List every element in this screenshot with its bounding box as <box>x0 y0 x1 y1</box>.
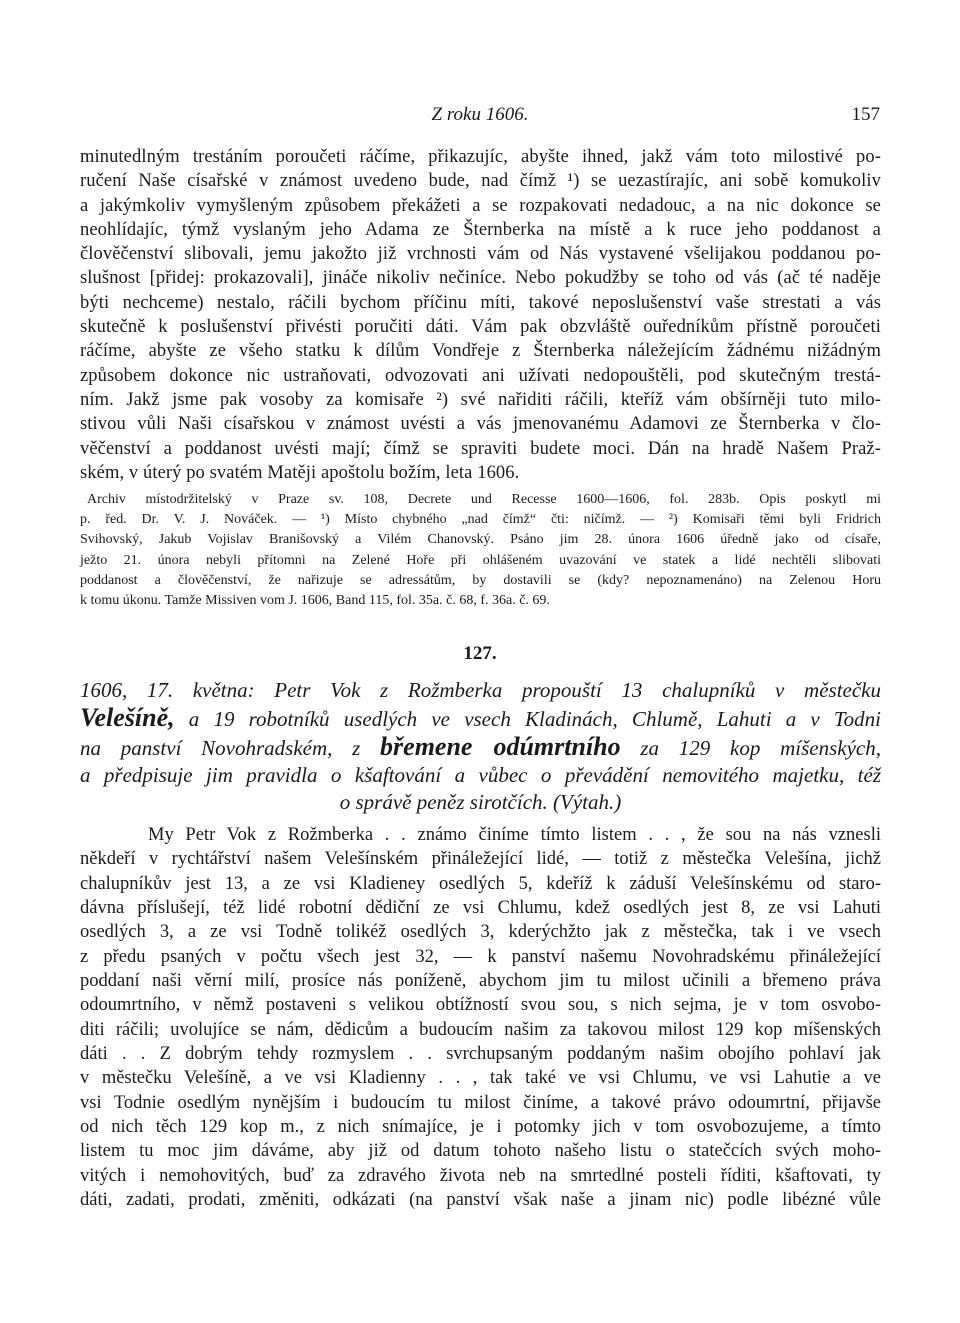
heading-line <box>80 704 881 733</box>
text-line: ručení Naše císařské v známost uvedeno bude, nad čímž ¹) se uezastírajíc, ani sobě komukoliv <box>80 171 881 192</box>
running-header <box>80 104 880 130</box>
running-title: Z roku 1606. <box>431 104 529 125</box>
text-line: diti ráčili; uvolujíce se nám, dědicům a budoucím našim za takovou milost 129 kop míšenských <box>80 1019 881 1040</box>
text-line: býti nechceme) nestalo, ráčili bychom příčinu míti, takové neposlušenství vaše strestati a vás <box>80 292 881 313</box>
footnote-line: Svihovský, Jakub Vojislav Branišovský a Vilém Chanovský. Psáno jim 28. února 1606 úředně jako od císaře, <box>80 532 881 548</box>
text-line: slušnost [přidej: prokazovali], jináče nikoliv nečiníce. Nebo pokudžby se toho od vás (ač té naděje <box>80 268 881 289</box>
heading-text: za 129 kop míšenských, <box>620 736 881 760</box>
text-line: od nich těch 129 kop m., z nich snímajíce, je i potomky jich v tom osvobozujeme, a tímto <box>80 1117 881 1138</box>
text-line: v městečku Velešíně, a ve vsi Kladienny . . , tak také ve vsi Chlumu, ve vsi Lahutie a ve <box>80 1068 881 1089</box>
text-line: dáti . . Z dobrým tehdy rozmyslem . . svrchupsaným poddaným našim obojího pohlaví jak <box>80 1044 881 1065</box>
text-line: minutedlným trestáním poroučeti ráčíme, přikazujíc, abyšte ihned, jakž vám toto milostivé po- <box>80 147 881 167</box>
text-line: ním. Jakž jsme pak vosoby za komisaře ²) své nařiditi ráčili, kteříž vám obšírněji tuto milo- <box>80 389 881 410</box>
footnote-line: k tomu úkonu. Tamže Missiven vom J. 1606, Band 115, fol. 35a. č. 68, f. 36a. č. 69. <box>80 593 550 609</box>
text-line: člověčenství slibovali, jemu jakožto již vrchnosti vám od Nás vystavené všelijakou poddanou po- <box>80 244 881 265</box>
text-line: vsi Todnie osedlým nynějším i budoucím tu milost činíme, a takové právo odoumrtní, přijavše <box>80 1092 881 1113</box>
text-line: stivou vůli Naši císařskou v známost uvésti a vás jmenovanému Adamovi ze Šternberka v člo- <box>80 414 881 435</box>
document-body <box>80 823 881 1213</box>
footnote-line: p. řed. Dr. V. J. Nováček. — ¹) Místo chybného „nad čímž“ čti: ničímž. — ²) Komisaři těmi byli Fridrich <box>80 512 881 528</box>
heading-line: a předpisuje jim pravidla o kšaftování a vůbec o převádění nemovitého majetku, též <box>80 763 881 787</box>
text-line: někdeří v rychtářství našem Velešínském přináležející lidé, — totiž z městečka Velešína, jichž <box>80 849 881 870</box>
text-line: dávna příslušejí, též lidé robotní dědiční ze vsi Chlumu, kdež osedlých jest 8, ze vsi Lahuti <box>80 898 881 919</box>
text-line: ráčíme, abyšte ze všeho statku k dílům Vondřeje z Šternberka náležejícím žádnému nižádným <box>80 341 881 362</box>
text-line: osedlých 3, a ze vsi Todně tolikéž osedlých 3, kderýchžto jak z městečka, tak i ve vsech <box>80 922 881 943</box>
page-number: 157 <box>851 104 880 125</box>
text-line: dáti, zadati, prodati, změniti, odkázati (na panství však naše a jinam nic) podle libézné vůle <box>80 1190 881 1211</box>
footnote-line: ježto 21. února nebyli přítomni na Zelené Hoře při ohlášeném uvazování ve statek a lidé nechtěli slibovati <box>80 552 881 568</box>
text-line: vitých i nemohovitých, buď za zdravého života neb na smrtedlné posteli říditi, kšaftovati, ty <box>80 1165 881 1186</box>
text-line: způsobem dokonce nic ustraňovati, odvozovati ani užívati nedopouštěli, pod skutečným trestá- <box>80 365 881 386</box>
heading-text: a 19 robotníků usedlých ve vsech Kladinách, Chlumě, Lahuti a v Todni <box>174 707 881 731</box>
text-line: My Petr Vok z Rožmberka . . známo činíme tímto listem . . , že sou na nás vznesli <box>148 825 881 845</box>
text-line: z předu psaných v počtu všech jest 32, — k panství našemu Novohradskému přináležející <box>80 946 881 967</box>
heading-text: na panství Novohradském, z <box>80 736 381 760</box>
text-line: chalupníkův jest 13, a ze vsi Kladieney osedlých 5, kdeříž k záduší Velešínskému od staro- <box>80 873 881 894</box>
heading-emphasis: břemene odúmrtního <box>380 732 621 761</box>
text-line: skutečně k poslušenství přivésti poručiti dáti. Vám pak obzvláště ouředníkům přístně poroučeti <box>80 317 881 338</box>
heading-line: o správě peněz sirotčích. (Výtah.) <box>339 790 622 814</box>
heading-line <box>80 733 881 762</box>
document-heading <box>80 677 881 816</box>
source-footnote <box>80 490 881 611</box>
text-line: odoumrtního, v němž postaveni s velikou obtížností svou sou, s nich sejma, je v tom osvobo- <box>80 995 881 1016</box>
text-line: poddaní naši věrní milí, prosíce nás poníženě, abychom jim tu milost učinili a břemeno práva <box>80 971 881 992</box>
text-line: a jakýmkoliv vymyšleným způsobem překážeti a se rozpakovati nedadouc, a na nic dokonce se <box>80 195 881 216</box>
footnote-line: poddanost a člověčenství, že nařizuje se adressátům, by dostavili se (kdy? nepoznamenáno) na Zelenou Horu <box>80 572 881 588</box>
continuation-paragraph <box>80 145 881 485</box>
text-line: věčenství a poddanost uvésti mají; čímž se spraviti budete moci. Dán na hradě Našem Praž- <box>80 438 881 459</box>
document-number: 127. <box>463 643 497 664</box>
heading-emphasis: Velešíně, <box>80 703 175 732</box>
heading-line: 1606, 17. května: Petr Vok z Rožmberka propouští 13 chalupníků v městečku <box>80 678 881 702</box>
footnote-line: Archiv místodržitelský v Praze sv. 108, Decrete und Recesse 1600—1606, fol. 283b. Opis poskytl mi <box>87 492 881 507</box>
text-line: neohlídajíc, týmž vyslaným jeho Adama ze Šternberka na místě a k ruce jeho poddanost a <box>80 219 881 240</box>
text-line: listem tu moc jim dáváme, aby již od datum tohoto našeho listu o statečcích svých moho- <box>80 1141 881 1162</box>
text-line: ském, v úterý po svatém Matěji apoštolu božím, leta 1606. <box>80 462 520 483</box>
